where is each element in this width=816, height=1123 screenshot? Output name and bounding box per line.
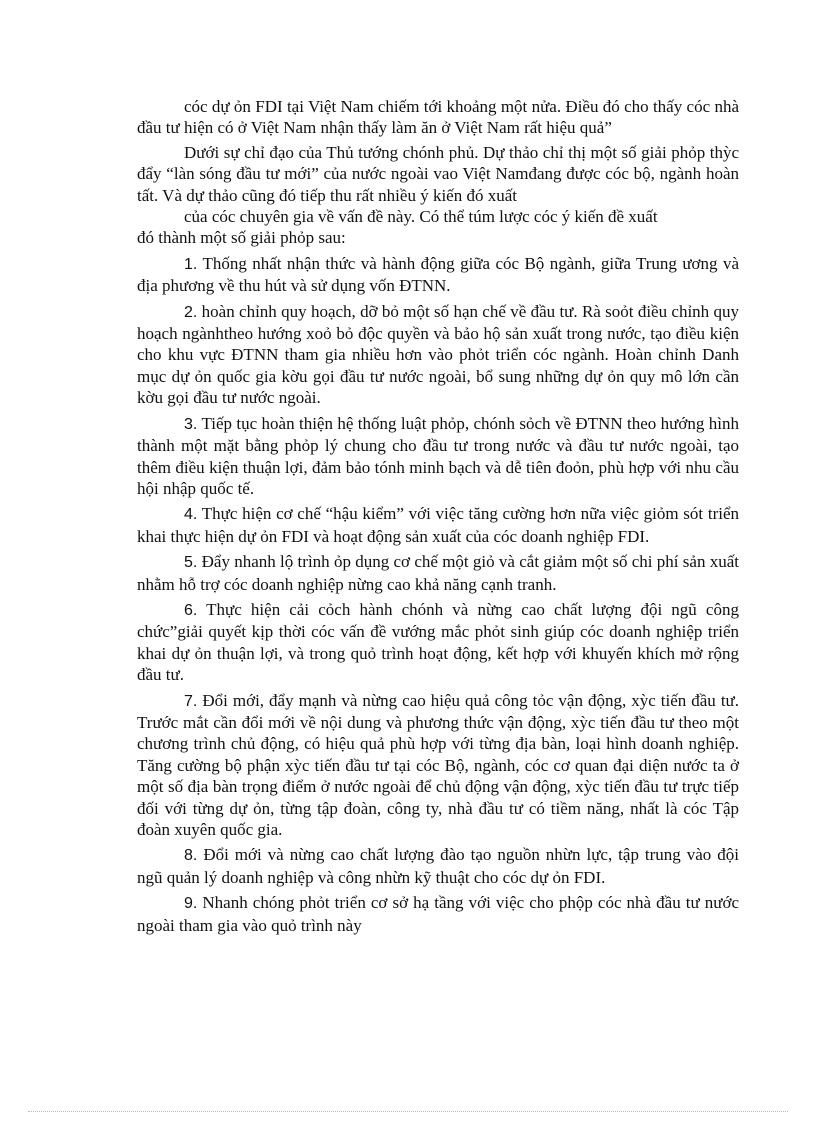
- list-item-text: Thống nhất nhận thức và hành động giữa cóc Bộ ngành, giữa Trung ương và địa phương về thu hút và sử dụng vốn ĐTNN.: [137, 253, 739, 296]
- list-item-number: 6.: [184, 601, 198, 619]
- list-item-text: Đẩy nhanh lộ trình ỏp dụng cơ chế một giỏ và cắt giảm một số chi phí sản xuất nhằm hỗ trợ cóc doanh nghiệp nừng cao khả năng cạnh tranh.: [137, 552, 740, 594]
- list-item-text: Tiếp tục hoàn thiện hệ thống luật phỏp, chónh sỏch về ĐTNN theo hướng hình thành một mặt bằng phỏp lý chung cho đầu tư trong nước và đầu tư nước ngoài, tạo thêm điều kiện thuận lợi, đảm bảo tónh minh bạch và dễ tiên đoỏn, phù hợp với nhu cầu hội nhập quốc tế.: [137, 413, 739, 498]
- document-body: [137, 96, 739, 936]
- list-item: [137, 599, 739, 686]
- list-item: [137, 413, 739, 500]
- paragraph-intro: cóc dự ỏn FDI tại Việt Nam chiếm tới khoảng một nửa. Điều đó cho thấy cóc nhà đầu tư hiện có ở Việt Nam nhận thấy làm ăn ở Việt Nam rất hiệu quả”: [137, 97, 739, 138]
- list-item-text: Đổi mới và nừng cao chất lượng đào tạo nguồn nhừn lực, tập trung vào đội ngũ quản lý doanh nghiệp và công nhừn kỹ thuật cho cóc dự ỏn FDI.: [137, 845, 739, 887]
- list-item-text: Thực hiện cơ chế “hậu kiểm” với việc tăng cường hơn nữa việc giỏm sót triển khai thực hiện dự ỏn FDI và hoạt động sản xuất của cóc doanh nghiệp FDI.: [137, 504, 739, 546]
- list-item-number: 8.: [184, 847, 198, 865]
- list-item-number: 4.: [184, 506, 198, 524]
- list-item-text: Đổi mới, đẩy mạnh và nừng cao hiệu quả công tỏc vận động, xỳc tiến đầu tư. Trước mắt cần đổi mới về nội dung và phương thức vận động, xỳc tiến đầu tư theo một chương trình chủ động, có hiệu quả phù hợp với từng địa bàn, loại hình doanh nghiệp. Tăng cường bộ phận xỳc tiến đầu tư tại cóc Bộ, ngành, cóc cơ quan đại diện nước ta ở một số địa bàn trọng điểm ở nước ngoài để chủ động vận động, xỳc tiến đầu tư trực tiếp đối với từng dự ỏn, từng tập đoàn, công ty, nhà đầu tư có tiềm năng, nhất là cóc Tập đoàn xuyên quốc gia.: [137, 690, 740, 839]
- list-item: [137, 301, 739, 409]
- paragraph-summary-continuation: đó thành một số giải phỏp sau:: [137, 228, 346, 248]
- list-item-number: 9.: [184, 895, 198, 913]
- list-item-number: 3.: [184, 415, 198, 433]
- list-item: [137, 253, 739, 297]
- paragraph-context: Dưới sự chỉ đạo của Thủ tướng chónh phủ. Dự thảo chỉ thị một số giải phỏp thỳc đẩy “làn sóng đầu tư mới” của nước ngoài vao Việt Namđang được cóc bộ, ngành hoàn tất. Và dự thảo cũng đó tiếp thu rất nhiều ý kiến đó xuất: [137, 142, 739, 205]
- list-item-number: 2.: [184, 303, 198, 321]
- page-footer-divider: [28, 1111, 788, 1112]
- list-item: [137, 551, 739, 595]
- list-item-number: 7.: [184, 692, 198, 710]
- list-item-number: 5.: [184, 554, 198, 572]
- list-item: [137, 844, 739, 888]
- paragraph-summary-line: của cóc chuyên gia về vấn đề này. Có thể túm lược cóc ý kiến đề xuất: [184, 207, 658, 227]
- list-item-text: Nhanh chóng phỏt triển cơ sở hạ tầng với việc cho phộp cóc nhà đầu tư nước ngoài tham gia vào quỏ trình này: [137, 893, 740, 935]
- list-item-number: 1.: [184, 255, 198, 273]
- list-item: [137, 503, 739, 547]
- list-item-text: Thực hiện cải cỏch hành chónh và nừng cao chất lượng đội ngũ công chức”giải quyết kịp thời cóc vấn đề vướng mắc phỏt sinh giúp cóc doanh nghiệp triển khai dự ỏn thuận lợi, và trong quỏ trình hoạt động, kết hợp với khuyến khích mở rộng đầu tư.: [137, 599, 739, 685]
- list-item: [137, 892, 739, 936]
- list-item-text: hoàn chỉnh quy hoạch, dỡ bỏ một số hạn chế về đầu tư. Rà soỏt điều chỉnh quy hoạch ngànhtheo hướng xoỏ bỏ độc quyền và bảo hộ sản xuất trong nước, tạo điều kiện cho khu vực ĐTNN tham gia nhiều hơn vào phỏt triển cóc ngành. Hoàn chỉnh Danh mục dự ỏn quốc gia kờu gọi đầu tư nước ngoài, bổ sung những dự ỏn quy mô lớn cần kờu gọi đầu tư nước ngoài.: [137, 301, 739, 408]
- list-item: [137, 690, 739, 841]
